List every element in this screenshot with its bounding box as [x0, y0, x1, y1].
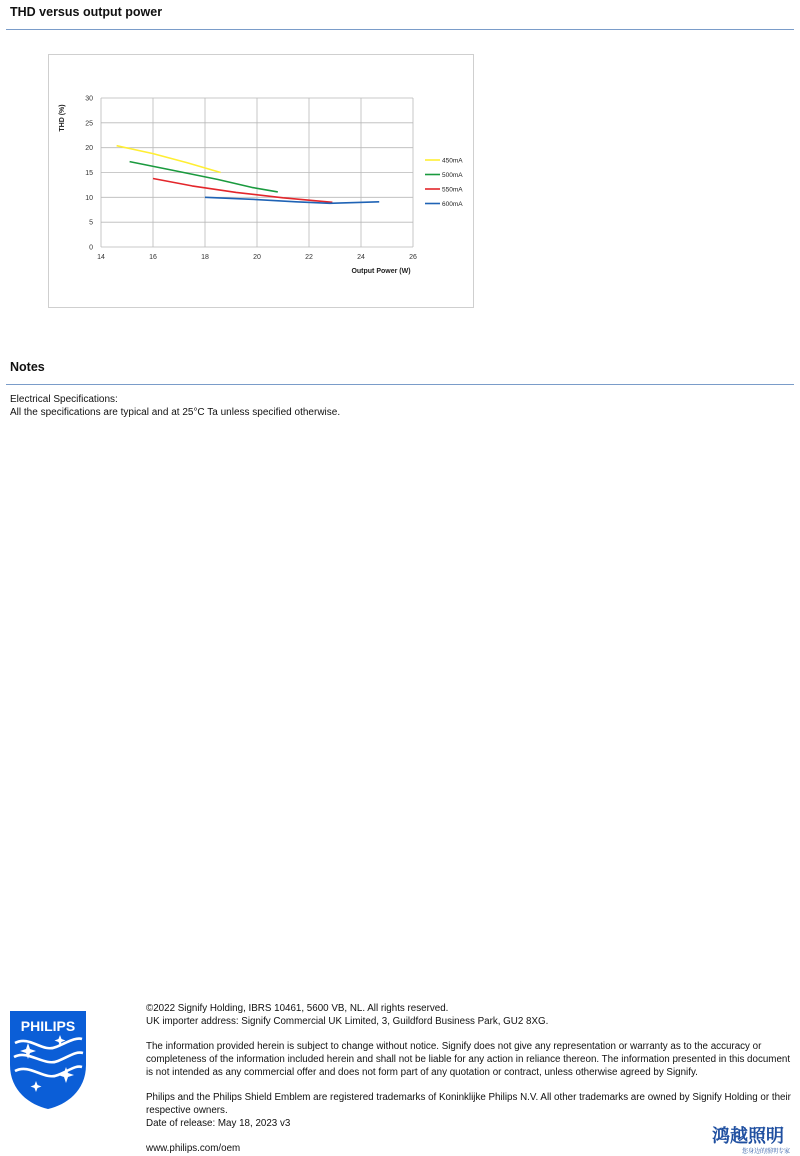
- footer-trademarks: Philips and the Philips Shield Emblem are registered trademarks of Koninklijke Philips N.V. All other trademarks are owned by Signify Holding or their respective owners.: [146, 1092, 791, 1116]
- y-tick-label: 20: [85, 145, 93, 153]
- y-tick-label: 0: [89, 244, 93, 252]
- philips-shield-logo: [6, 1007, 90, 1111]
- brand-tagline: 您身边的照明专家: [741, 1148, 790, 1155]
- x-tick-label: 24: [357, 254, 365, 261]
- notes-line: All the specifications are typical and at 25°C Ta unless specified otherwise.: [10, 407, 341, 418]
- footer-disclaimer: The information provided herein is subject to change without notice. Signify does not give any representation or warranty as to the accuracy or completeness of the information included herein and shall not be liable for any action in reliance thereon. The information presented in this document is not intended as any commercial offer and does not form part of any quotation or contract, unless otherwise agreed by Signify.: [146, 1041, 791, 1078]
- footer-copyright-block: [146, 1002, 791, 1028]
- footer-trademarks-block: [146, 1091, 791, 1130]
- y-tick-label: 10: [85, 194, 93, 202]
- chart-canvas: [49, 55, 475, 309]
- footer-importer: UK importer address: Signify Commercial UK Limited, 3, Guildford Business Park, GU2 8XG.: [146, 1016, 549, 1027]
- chart-ylabel: THD (%): [59, 104, 66, 132]
- section-divider: [6, 384, 794, 385]
- footer-copyright: ©2022 Signify Holding, IBRS 10461, 5600 VB, NL. All rights reserved.: [146, 1003, 449, 1014]
- legend-label: 500mA: [442, 172, 463, 179]
- y-tick-label: 5: [89, 219, 93, 227]
- legend-label: 450mA: [442, 157, 463, 165]
- notes-line: Electrical Specifications:: [10, 394, 118, 405]
- thd-chart: [48, 54, 474, 308]
- x-tick-label: 16: [149, 254, 157, 261]
- brand-watermark: [702, 1124, 794, 1156]
- chart-xlabel: Output Power (W): [351, 268, 411, 275]
- x-tick-label: 14: [97, 254, 105, 261]
- x-tick-label: 26: [409, 254, 417, 261]
- legend-label: 550mA: [442, 186, 463, 194]
- y-tick-label: 15: [85, 170, 93, 177]
- logo-wordmark: PHILIPS: [20, 1018, 76, 1034]
- section-title-notes: Notes: [10, 360, 45, 374]
- x-tick-label: 18: [201, 254, 209, 261]
- x-tick-label: 22: [305, 254, 313, 261]
- section-title-thd: THD versus output power: [10, 5, 163, 19]
- brand-name: 鸿越照明: [712, 1126, 784, 1147]
- notes-body: [10, 393, 340, 419]
- x-tick-label: 20: [253, 254, 261, 261]
- y-tick-label: 30: [85, 95, 93, 103]
- y-tick-label: 25: [85, 120, 93, 128]
- footer-website: www.philips.com/oem: [146, 1143, 241, 1154]
- footer-release-date: Date of release: May 18, 2023 v3: [146, 1118, 291, 1129]
- section-divider: [6, 29, 794, 30]
- legend-label: 600mA: [442, 201, 463, 208]
